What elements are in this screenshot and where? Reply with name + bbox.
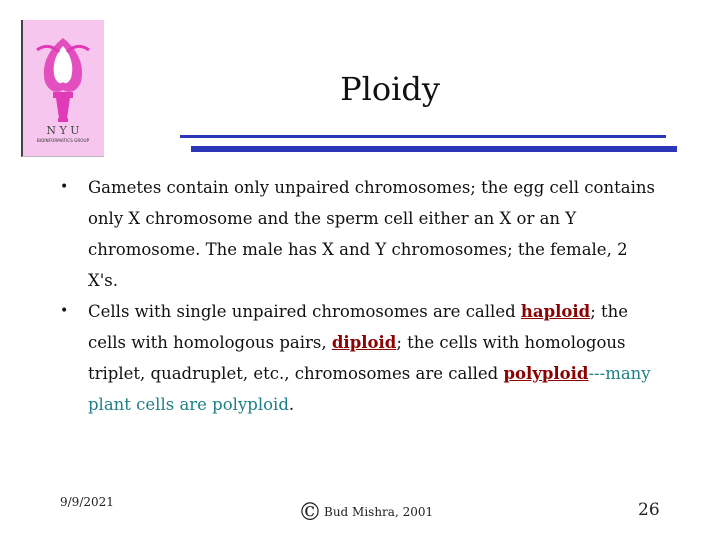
- footer-copyright: [298, 498, 433, 526]
- bullet-marker: •: [60, 179, 69, 195]
- polyploid-note: ---many plant cells are polyploid: [88, 364, 651, 414]
- footer-author: Bud Mishra, 2001: [324, 505, 434, 519]
- bullet-item-ploidy-terms: [60, 296, 660, 420]
- nyu-logo: [21, 20, 104, 157]
- torch-icon: [23, 20, 104, 156]
- logo-letters: N Y U: [46, 124, 80, 137]
- footer-date: 9/9/2021: [60, 495, 114, 509]
- page-number: 26: [638, 500, 660, 520]
- term-polyploid: polyploid: [503, 364, 589, 383]
- bullet-text-part: ; the cells with homologous pairs,: [88, 302, 629, 352]
- title-rule-thin: [180, 135, 666, 138]
- bullet-list: [60, 172, 660, 420]
- bullet-text: Gametes contain only unpaired chromosomes; the egg cell contains only X chromosome and the sperm cell either an X or an Y chromosome. The male has X and Y chromosomes; the female, 2 X's.: [88, 178, 655, 290]
- bullet-item-gametes: [60, 172, 660, 296]
- bullet-marker: •: [60, 303, 69, 319]
- term-haploid: haploid: [520, 302, 591, 321]
- logo-caption: BIOINFORMATICS GROUP: [36, 138, 90, 143]
- copyright-icon: ©: [298, 498, 322, 526]
- title-rule-thick: [191, 146, 677, 152]
- bullet-text-part: Cells with single unpaired chromosomes are called: [88, 302, 521, 321]
- bullet-text-part: .: [288, 395, 295, 414]
- term-diploid: diploid: [331, 333, 397, 352]
- bullet-text-part: ; the cells with homologous triplet, quadruplet, etc., chromosomes are called: [88, 333, 626, 383]
- slide-title: Ploidy: [340, 70, 440, 108]
